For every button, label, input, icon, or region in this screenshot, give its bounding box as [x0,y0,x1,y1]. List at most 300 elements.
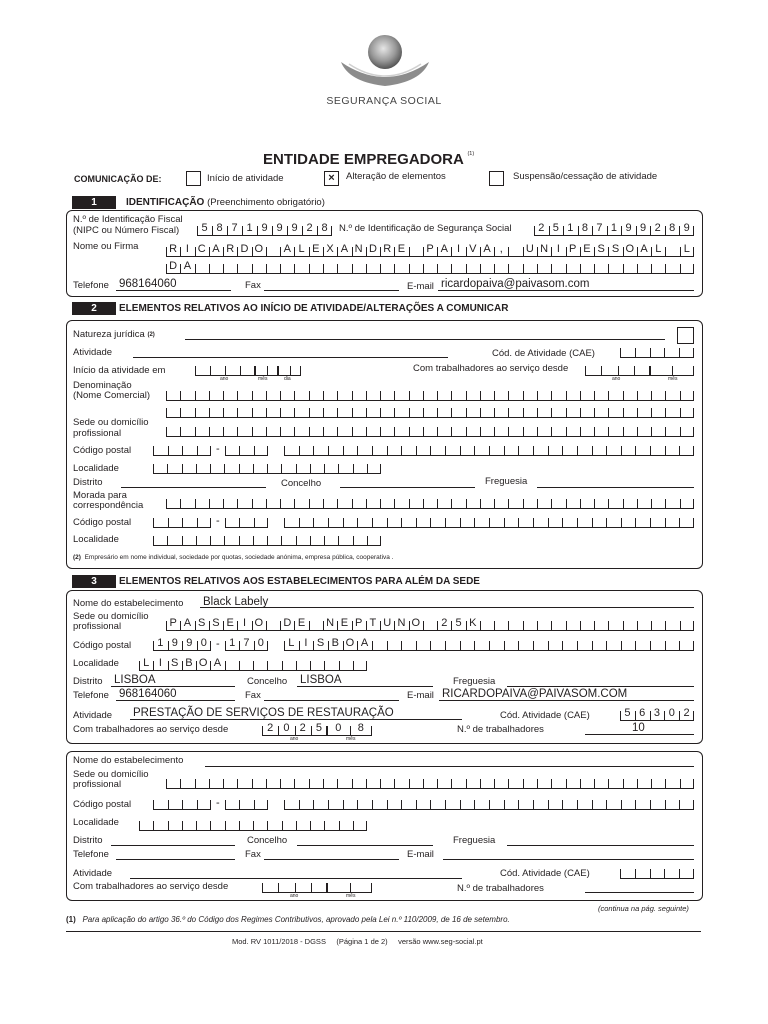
comb-tick [566,427,567,436]
comb-tick [209,408,210,417]
estab2-sede-field[interactable] [166,774,694,789]
comb-tick [679,348,680,357]
comb-char: 8 [669,222,676,234]
continua-note: (continua na pág. seguinte) [598,904,689,913]
comb-tick [343,446,344,455]
comb-tick [665,779,666,788]
comb-tick [153,464,154,473]
comb-tick [608,408,609,417]
comb-tick [474,518,475,527]
comb-char: 1 [246,222,253,234]
comb-char: N [397,617,406,629]
comb-tick [153,536,154,545]
estab1-cp-ext[interactable] [225,636,268,651]
phone-label: Telefone [73,280,109,291]
comb-tick [416,800,417,809]
estab2-ntrab-field[interactable] [585,892,694,893]
comb-tick [650,641,651,650]
checkbox-alteracao[interactable]: × [324,171,339,186]
comb-tick [266,427,267,436]
comb-tick [267,366,268,375]
estab1-email-field[interactable] [439,700,694,701]
estab2-nome-field[interactable] [205,766,694,767]
estab1-nome-field[interactable] [200,607,694,608]
comb-tick [594,391,595,400]
natureza-field[interactable] [185,339,665,340]
comb-char: 1 [610,222,618,234]
comb-tick [580,779,581,788]
comb-tick [423,779,424,788]
comb-tick [323,779,324,788]
comb-tick [637,408,638,417]
comb-char: V [469,243,477,255]
cae-field[interactable] [620,343,694,358]
comb-tick [196,536,197,545]
estab1-freguesia-label: Freguesia [453,676,496,687]
comb-char: U [525,243,534,255]
comb-tick [508,621,509,630]
comb-tick [280,408,281,417]
comb-tick [466,427,467,436]
comb-char: O [411,617,420,629]
comb-tick [338,536,339,545]
comb-tick [309,427,310,436]
footer-meta: Mod. RV 1011/2018 - DGSS (Página 1 de 2) versão www.seg-social.pt [232,937,483,946]
comb-tick [337,779,338,788]
comb-tick [551,391,552,400]
comb-char: A [440,243,448,255]
comb-tick [353,661,354,670]
comb-char: D [368,243,377,255]
comb-tick [548,446,549,455]
concelho-field[interactable] [340,487,475,488]
comb-tick [182,464,183,473]
inicio-day[interactable] [278,361,301,376]
estab2-cp-main[interactable] [153,795,211,810]
comb-tick [445,641,446,650]
comb-tick [580,621,581,630]
comb-char [508,243,522,255]
comb-tick [182,536,183,545]
comb-tick [634,366,635,375]
comb-tick [380,427,381,436]
trab-month[interactable] [650,361,694,376]
estab1-cp-dash: - [216,638,220,650]
comb-char: E [226,617,234,629]
estab1-ntrab-label: N.º de trabalhadores [457,724,544,735]
comb-tick [337,499,338,508]
comb-char: E [297,617,306,629]
comb-tick [284,800,285,809]
comb-tick [523,621,524,630]
comb-char: L [683,243,690,255]
estab2-email-field[interactable] [443,859,694,860]
estab2-fax-field[interactable] [264,859,399,860]
comb-tick [637,499,638,508]
checkbox-inicio-label: Início de atividade [207,173,284,184]
comb-tick [430,641,431,650]
estab2-mes-hint: mês [346,893,356,899]
freguesia-field[interactable] [537,487,694,488]
section-2-note: (2) Empresário em nome individual, sociedade por quotas, sociedade anónima, empresa pública, cooperativa . [73,554,394,561]
comb-tick [182,518,183,527]
comb-tick [665,391,666,400]
comb-char: O [254,617,264,629]
comb-tick [518,518,519,527]
comb-tick [523,779,524,788]
estab2-localidade-field[interactable] [139,816,367,831]
comb-tick [296,821,297,830]
comb-tick [280,499,281,508]
comb-tick [310,821,311,830]
comb-tick [523,408,524,417]
morada-label-2: correspondência [73,500,144,511]
comb-tick [367,536,368,545]
estab1-trab-year[interactable] [262,721,327,736]
comb-tick [504,446,505,455]
comb-tick [262,883,263,892]
comb-char: S [316,637,325,649]
freguesia-label: Freguesia [485,476,528,487]
comb-tick [430,446,431,455]
comb-tick [494,499,495,508]
comb-tick [294,391,295,400]
comb-tick [551,427,552,436]
name-field-line-1[interactable] [166,242,694,257]
estab1-distrito-field[interactable] [111,686,235,687]
cp-local[interactable] [284,441,694,456]
comb-tick [423,427,424,436]
comb-tick [313,518,314,527]
estab1-telefone-field[interactable] [116,700,235,701]
comb-char: 9 [640,222,647,234]
comb-tick [209,779,210,788]
comb-tick [153,800,154,809]
comb-tick [237,779,238,788]
comb-tick [650,446,651,455]
comb-char: 2 [299,722,306,734]
comb-tick [278,883,279,892]
comb-tick [237,264,238,273]
fax-field[interactable] [264,290,399,291]
comb-tick [679,641,680,650]
checkbox-alteracao-label: Alteração de elementos [346,171,446,182]
comb-tick [323,499,324,508]
comb-tick [225,518,226,527]
comb-char: T [369,617,377,629]
comb-tick [237,427,238,436]
comb-tick [324,464,325,473]
comb-tick [533,446,534,455]
comb-char: 1 [567,222,574,234]
comb-tick [577,518,578,527]
comb-tick [353,464,354,473]
comb-tick [437,499,438,508]
comb-tick [366,264,367,273]
comb-tick [195,779,196,788]
estab2-cp-local[interactable] [284,795,694,810]
comb-tick [480,391,481,400]
phone-field[interactable] [116,290,231,291]
comb-tick [284,446,285,455]
estab1-ntrab-field[interactable] [585,734,694,735]
comb-tick [508,264,509,273]
comb-char: E [340,617,349,629]
comb-tick [409,779,410,788]
estab1-concelho-label: Concelho [247,676,288,687]
comb-tick [460,800,461,809]
cp-ext[interactable] [225,441,268,456]
comb-tick [225,661,226,670]
estab1-cp-main[interactable] [153,636,211,651]
cp-label: Código postal [73,445,132,456]
comb-tick [679,869,680,878]
comb-tick [679,800,680,809]
comb-char: 7 [231,222,238,234]
comb-tick [537,264,538,273]
comb-char: R [226,243,235,255]
comb-tick [651,499,652,508]
sede-field-1[interactable] [166,422,694,437]
comb-tick [635,348,636,357]
comb-char: 5 [201,222,208,234]
trab-year[interactable] [585,361,650,376]
comb-tick [366,408,367,417]
estab1-atividade-field[interactable] [130,719,462,720]
comb-tick [693,641,694,650]
distrito-field[interactable] [121,487,266,488]
comb-char: I [304,637,308,649]
estab2-nome-label: Nome do estabelecimento [73,755,184,766]
comb-char: 7 [596,222,603,234]
comb-char: E [397,243,406,255]
comb-tick [281,536,282,545]
comb-tick [254,518,255,527]
comb-tick [494,408,495,417]
comb-tick [282,661,283,670]
comb-tick [387,800,388,809]
comb-tick [225,446,226,455]
comb-char: A [640,243,648,255]
estab2-sede-label-2: profissional [73,779,122,790]
estab1-cae-field[interactable] [620,706,694,721]
estab2-trab-month[interactable] [327,878,372,893]
comb-tick [665,800,666,809]
comb-tick [518,446,519,455]
comb-tick [372,641,373,650]
section-2-number: 2 [72,302,116,315]
estab2-distrito-field[interactable] [111,845,235,846]
comb-tick [580,499,581,508]
comb-tick [679,446,680,455]
comb-char: U [383,617,392,629]
checkbox-suspensao[interactable] [489,171,504,186]
comb-tick [281,464,282,473]
estab2-telefone-field[interactable] [116,859,235,860]
comb-tick [592,641,593,650]
comb-tick [508,408,509,417]
estab1-concelho-field[interactable] [297,686,433,687]
comb-tick [337,408,338,417]
comb-char: 8 [357,722,364,734]
comb-char: 9 [261,222,268,234]
comb-tick [489,800,490,809]
section-3-number: 3 [72,575,116,588]
comb-char: L [655,243,662,255]
comb-char: N [326,617,335,629]
estab2-cae-field[interactable] [620,864,694,879]
comb-tick [601,366,602,375]
comb-char: 2 [267,722,274,734]
comb-tick [504,518,505,527]
comb-tick [523,264,524,273]
comb-tick [437,391,438,400]
comb-tick [508,391,509,400]
comb-tick [394,779,395,788]
comb-char: B [331,637,339,649]
estab1-fax-label: Fax [245,690,261,701]
sede-label: Sede ou domicílio [73,417,149,428]
inicio-month[interactable] [255,361,278,376]
comb-char: P [354,617,363,629]
comb-tick [562,518,563,527]
comb-char: 8 [216,222,223,234]
inicio-year[interactable] [195,361,255,376]
estab1-freguesia-field[interactable] [507,686,694,687]
comb-tick [278,366,279,375]
comb-tick [523,427,524,436]
localidade-field[interactable] [153,459,381,474]
cp2-local[interactable] [284,513,694,528]
email-field[interactable] [438,290,694,291]
cp2-main[interactable] [153,513,211,528]
comb-char: D [240,243,249,255]
estab2-trab-year[interactable] [262,878,327,893]
comb-tick [372,446,373,455]
checkbox-inicio[interactable] [186,171,201,186]
comb-tick [577,800,578,809]
comb-tick [224,464,225,473]
localidade2-label: Localidade [73,534,119,545]
comb-tick [508,779,509,788]
comb-tick [366,661,367,670]
comb-tick [366,427,367,436]
atividade-field[interactable] [133,357,448,358]
denominacao-field-1[interactable] [166,386,694,401]
trab-label: Com trabalhadores ao serviço desde [413,363,569,374]
localidade2-field[interactable] [153,531,381,546]
estab1-cp-local[interactable] [284,636,694,651]
comb-tick [594,621,595,630]
estab1-trab-month[interactable] [327,721,372,736]
comb-tick [253,661,254,670]
comb-tick [357,800,358,809]
localidade-label: Localidade [73,463,119,474]
comb-char: I [556,243,560,255]
estab1-localidade-field[interactable] [139,656,367,671]
estab1-sede-field[interactable] [166,616,694,631]
comb-tick [180,499,181,508]
comb-tick [280,779,281,788]
comb-tick [294,264,295,273]
comb-tick [254,446,255,455]
comb-tick [310,536,311,545]
comb-char: D [169,260,178,272]
comb-char: L [143,657,150,669]
comb-tick [416,518,417,527]
name-field-line-2[interactable] [166,259,694,274]
comb-tick [608,264,609,273]
comb-tick [693,264,694,273]
estab1-fax-field[interactable] [264,700,399,701]
estab2-cp-ext[interactable] [225,795,268,810]
comb-tick [494,264,495,273]
comb-tick [664,348,665,357]
cp2-ext[interactable] [225,513,268,528]
comb-tick [480,779,481,788]
comb-tick [608,499,609,508]
comb-tick [224,536,225,545]
comb-tick [366,391,367,400]
comb-tick [239,800,240,809]
comb-tick [366,779,367,788]
comb-tick [466,264,467,273]
niss-field[interactable] [534,221,694,236]
morada-field-1[interactable] [166,494,694,509]
nif-field[interactable] [197,221,332,236]
comb-tick [508,499,509,508]
comb-tick [195,391,196,400]
comb-tick [637,264,638,273]
comb-char [665,243,679,255]
comb-tick [266,391,267,400]
niss-label: N.º de Identificação de Segurança Social [339,223,512,234]
comb-tick [423,499,424,508]
comb-char: E [583,243,591,255]
comb-tick [323,408,324,417]
natureza-checkbox[interactable] [677,327,694,344]
comb-char: A [483,243,491,255]
comb-tick [339,661,340,670]
comb-tick [372,518,373,527]
estab2-telefone-label: Telefone [73,849,109,860]
comb-tick [195,408,196,417]
comb-tick [466,408,467,417]
comb-tick [294,779,295,788]
estab2-concelho-field[interactable] [297,845,433,846]
comb-tick [267,821,268,830]
comb-char: 2 [441,617,448,629]
comb-tick [323,264,324,273]
section-1-title: IDENTIFICAÇÃO (Preenchimento obrigatório) [126,197,325,208]
estab1-nome-value: Black Labely [203,596,269,608]
estab2-fax-label: Fax [245,849,261,860]
comb-tick [239,536,240,545]
comb-char: 8 [581,222,588,234]
comb-char: 0 [335,722,342,734]
comb-tick [494,391,495,400]
comb-tick [664,869,665,878]
denominacao-field-2[interactable] [166,403,694,418]
cp-main[interactable] [153,441,211,456]
comb-tick [608,391,609,400]
comb-char: I [242,617,246,629]
comb-tick [239,446,240,455]
estab2-freguesia-label: Freguesia [453,835,496,846]
comb-tick [372,800,373,809]
estab2-freguesia-field[interactable] [507,845,694,846]
comb-tick [637,391,638,400]
